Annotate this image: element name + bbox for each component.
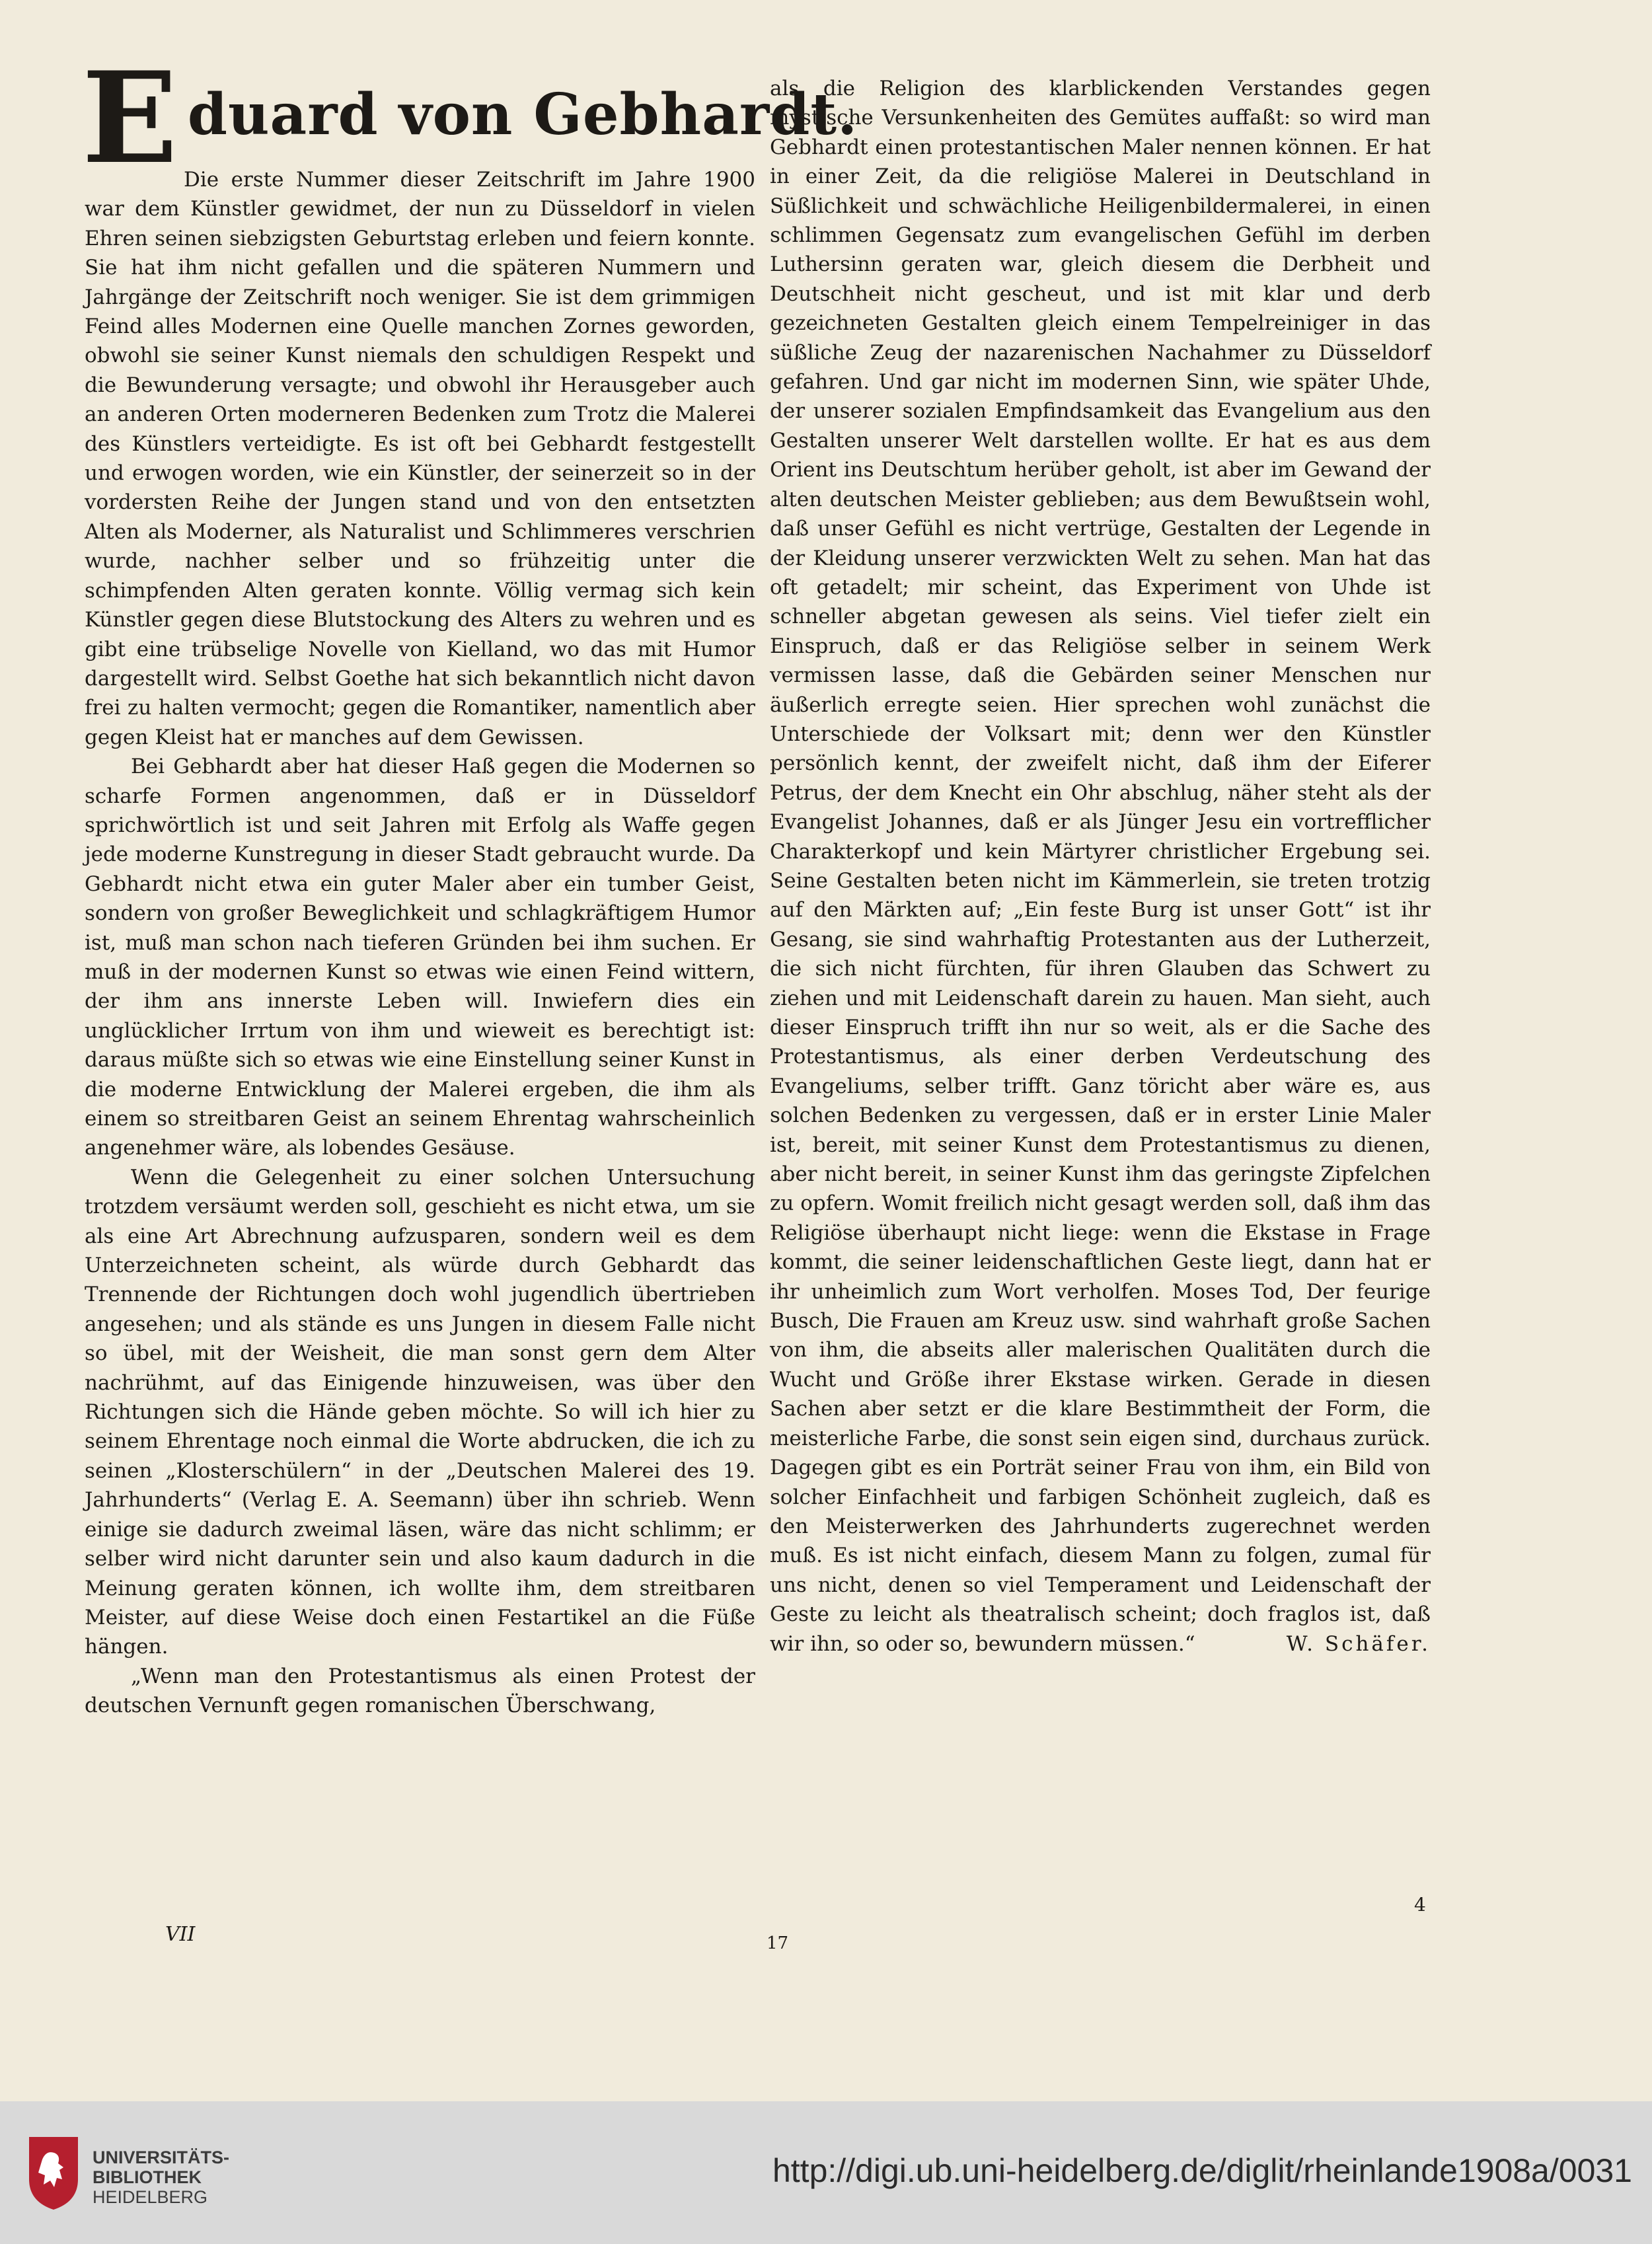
signature-mark: VII [165,1923,196,1946]
heidelberg-lion-seal-icon [24,2133,83,2212]
paragraph: „Wenn man den Protestantismus als einen Protest der deutschen Vernunft gegen romanischen Überschwang, [85,1664,755,1718]
paragraph: Wenn die Gelegenheit zu einer solchen Untersuchung trotzdem versäumt werden soll, geschieht es nicht etwa, um sie als eine Art Abrechnung aufzusparen, sondern weil es dem Unterzeichneten scheint, als würde durch Gebhardt das Trennende der Richtungen doch wohl jugendlich übertrieben angesehen; und als stände es uns Jungen in diesem Falle nicht so übel, mit der Weisheit, die man sonst gern dem Alter nachrühmt, auf das Einigende hinzuweisen, was über den Richtungen sich die Hände geben möchte. So will ich hier zu seinem Ehrentage noch einmal die Worte abdrucken, die ich zu seinen „Klosterschülern“ in der „Deutschen Malerei des 19. Jahrhunderts“ (Verlag E. A. Seemann) über ihn schrieb. Wenn einige sie dadurch zweimal läsen, wäre das nicht schlimm; er selber wird nicht darunter sein und also kaum dadurch in die Meinung geraten können, ich wollte ihm, dem streitbaren Meister, auf diese Weise doch einen Festartikel an die Füße hängen. [85,1165,755,1659]
paragraph: als die Religion des klarblickenden Verstandes gegen mystische Versunkenheiten des Gemütes auffaßt: so wird man Gebhardt einen protestantischen Maler nennen können. Er hat in einer Zeit, da die religiöse Malerei in Deutschland in Süßlichkeit und schwächliche Heiligenbildermalerei, in einen schlimmen Gegensatz zum evangelischen Gefühl im derben Luthersinn geraten war, gleich diesem die Derbheit und Deutschheit nicht gescheut, und ist mit klar und derb gezeichneten Gestalten gleich einem Tempelreiniger in das süßliche Zeug der nazarenischen Nachahmer zu Düsseldorf gefahren. Und gar nicht im modernen Sinn, wie später Uhde, der unserer sozialen Empfindsamkeit das Evangelium aus den Gestalten unserer Welt darstellen wollte. Er hat es aus dem Orient ins Deutschtum herüber geholt, ist aber im Gewand der alten deutschen Meister geblieben; aus dem Bewußtsein wohl, daß unser Gefühl es nicht vertrüge, Gestalten der Legende in der Kleidung unserer verzwickten Welt zu sehen. Man hat das oft getadelt; mir scheint, das Experiment von Uhde ist schneller abgetan gewesen als seins. Viel tiefer zielt ein Einspruch, daß er das Religiöse selber in seinem Werk vermissen lasse, daß die Gebärden seiner Menschen nur äußerlich erregte seien. Hier sprechen wohl zunächst die Unterschiede der Volksart mit; denn wer den Künstler persönlich kennt, der zweifelt nicht, daß ihm der Eiferer Petrus, der dem Knecht ein Ohr abschlug, näher steht als der Evangelist Johannes, daß er als Jünger Jesu ein vortrefflicher Charakterkopf und kein Märtyrer christlicher Ergebung sei. Seine Gestalten beten nicht im Kämmerlein, sie treten trotzig auf den Märkten auf; „Ein feste Burg ist unser Gott“ ist ihr Gesang, sie sind wahrhaftig Protestanten aus der Lutherzeit, die sich nicht fürchten, für ihren Glauben das Schwert zu ziehen und mit Leidenschaft darein zu hauen. Man sieht, auch dieser Einspruch trifft ihn nur so weit, als er die Sache des Protestantismus, als einer derben Verdeutschung des Evangeliums, selber trifft. Ganz töricht aber wäre es, aus solchen Bedenken zu vergessen, daß er in erster Linie Maler ist, bereit, mit seiner Kunst dem Protestantismus zu dienen, aber nicht bereit, in seiner Kunst ihm das geringste Zipfelchen zu opfern. Womit freilich nicht gesagt werden soll, daß ihm das Religiöse überhaupt nicht liege: wenn die Ekstase in Frage kommt, die seiner leidenschaftlichen Geste liegt, dann hat er ihr unheimlich zum Wort verholfen. Moses Tod, Der feurige Busch, Die Frauen am Kreuz usw. sind wahrhaft große Sachen von ihm, die abseits aller malerischen Qualitäten durch die Wucht und Größe ihrer Ekstase wirken. Gerade in diesen Sachen aber setzt er die klare Bestimmtheit der Form, die meisterliche Farbe, die sonst sein eigen sind, durchaus zurück. Dagegen gibt es ein Porträt seiner Frau von ihm, ein Bild von solcher Einfachheit und farbigen Schönheit zugleich, daß es den Meisterwerken des Jahrhunderts zugerechnet werden muß. Es ist nicht einfach, diesem Mann zu folgen, zumal für uns nicht, denen so viel Temperament und Leidenschaft der Geste zu leicht als theatralisch scheint; doch fraglos ist, daß wir ihn, so oder so, bewundern müssen.“ [770,77,1431,1656]
right-column [770,74,1431,1659]
author-signature: W. Schäfer. [1286,1631,1431,1656]
library-footer [0,2101,1652,2244]
paragraph: Bei Gebhardt aber hat dieser Haß gegen die Modernen so scharfe Formen angenommen, daß er in Düsseldorf sprichwörtlich ist und seit Jahren mit Erfolg als Waffe gegen jede moderne Kunstregung in dieser Stadt gebraucht wurde. Da Gebhardt nicht etwa ein guter Maler aber ein tumber Geist, sondern von großer Beweglichkeit und schlagkräftigem Humor ist, muß man schon nach tieferen Gründen bei ihm suchen. Er muß in der modernen Kunst so etwas wie einen Feind wittern, der ihm ans innerste Leben will. Inwiefern dies ein unglücklicher Irrtum von ihm und wieweit es berechtigt ist: daraus müßte sich so etwas wie eine Einstellung seiner Kunst in die moderne Entwicklung der Malerei ergeben, die ihm als einem so streitbaren Geist an seinem Ehrentag wahrscheinlich angenehmer wäre, als lobendes Gesäuse. [85,755,755,1160]
title-drop-cap: E [82,44,178,192]
page-number: 17 [767,1933,789,1953]
left-column [85,99,755,1721]
title-text: duard von Gebhardt. [187,81,858,148]
source-url-link[interactable]: http://digi.ub.uni-heidelberg.de/diglit/rheinlande1908a/0031 [772,2152,1632,2189]
sheet-number: 4 [1414,1894,1426,1916]
paragraph: Die erste Nummer dieser Zeitschrift im Jahre 1900 war dem Künstler gewidmet, der nun zu Düsseldorf in vielen Ehren seinen siebzigsten Geburtstag erleben und feiern konnte. Sie hat ihm nicht gefallen und die späteren Nummern und Jahrgänge der Zeitschrift noch weniger. Sie ist dem grimmigen Feind alles Modernen eine Quelle manchen Zornes geworden, obwohl sie seiner Kunst niemals den schuldigen Respekt und die Bewunderung versagte; und obwohl ihr Herausgeber auch an anderen Orten moderneren Bedenken zum Trotz die Malerei des Künstlers verteidigte. Es ist oft bei Gebhardt festgestellt und erwogen worden, wie ein Künstler, der seinerzeit so in der vordersten Reihe der Jungen stand und von den entsetzten Alten als Moderner, als Naturalist und Schlimmeres verschrien wurde, nachher selber und so frühzeitig unter die schimpfenden Alten geraten konnte. Völlig vermag sich kein Künstler gegen diese Blutstockung des Alters zu wehren und es gibt eine trübselige Novelle von Kielland, wo das mit Humor dargestellt wird. Selbst Goethe hat sich bekanntlich nicht davon frei zu halten vermocht; gegen die Romantiker, namentlich aber gegen Kleist hat er manches auf dem Gewissen. [85,168,755,749]
library-name: UNIVERSITÄTS- BIBLIOTHEK HEIDELBERG [93,2148,230,2207]
